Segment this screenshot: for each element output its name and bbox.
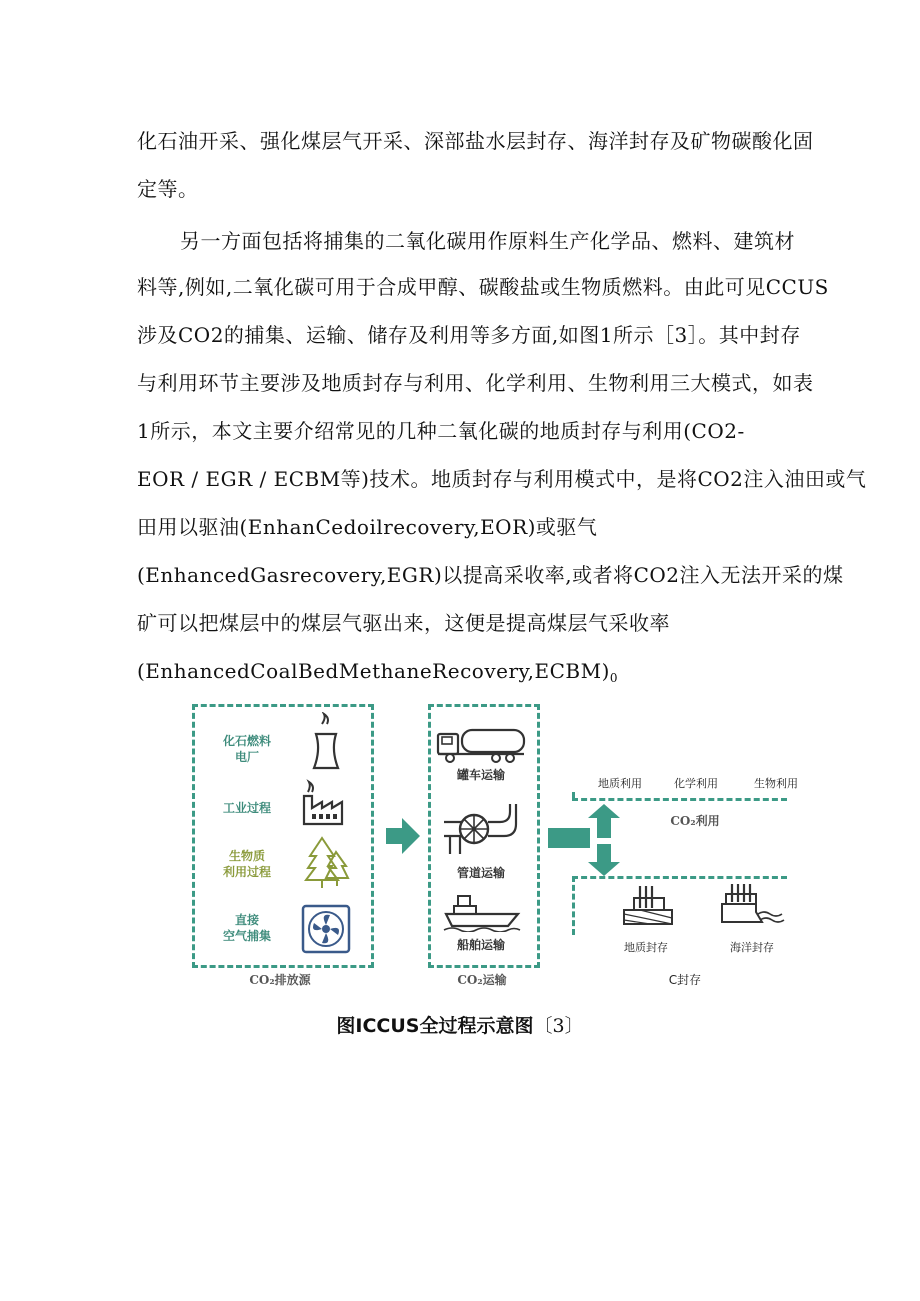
text-line-12-main: (EnhancedCoalBedMethaneRecovery,ECBM): [137, 659, 610, 683]
source-label-biomass: [212, 848, 282, 880]
source-label-fossil: [212, 733, 282, 765]
text-line-4: 料等,例如,二氧化碳可用于合成甲醇、碳酸盐或生物质燃料。由此可见CCUS: [137, 275, 829, 299]
fan-icon: [300, 903, 352, 955]
figure-caption: [0, 1011, 920, 1038]
ship-icon: [442, 892, 522, 932]
source-fossil-line1: 化石燃料: [222, 734, 271, 748]
text-line-5: 涉及CO2的捕集、运输、储存及利用等多方面,如图1所示［3］。其中封存: [137, 323, 801, 347]
text-line-11: 矿可以把煤层中的煤层气驱出来，这便是提高煤层气采收率: [137, 611, 670, 635]
storage-title: C封存: [668, 973, 702, 987]
source-label-dac: [212, 912, 282, 944]
tanker-truck-icon: [434, 722, 528, 764]
source-biomass-line2: 利用过程: [222, 865, 271, 879]
source-fossil-line2: 电厂: [234, 750, 259, 764]
text-line-12-sub: 0: [609, 671, 619, 685]
sources-title: CO₂排放源: [249, 973, 311, 987]
transport-label-ship: 船舶运输: [456, 938, 505, 952]
text-line-6: 与利用环节主要涉及地质封存与利用、化学利用、生物利用三大模式，如表: [137, 371, 814, 395]
utilization-panel: [572, 792, 787, 801]
caption-main: 图ICCUS全过程示意图: [336, 1015, 534, 1037]
connector-bar: [548, 828, 590, 848]
source-dac-line2: 空气捕集: [222, 929, 271, 943]
source-label-industry: 工业过程: [222, 801, 271, 815]
ocean-storage-icon: [718, 882, 788, 932]
util-label-bio: 生物利用: [754, 777, 798, 790]
text-line-9: 田用以驱油(EnhanCedoilrecovery,EOR)或驱气: [137, 515, 598, 539]
split-arrow-icon: [586, 804, 622, 876]
transport-title: CO₂运输: [457, 973, 507, 987]
text-line-12: [137, 658, 618, 691]
util-label-chem: 化学利用: [674, 777, 718, 790]
transport-label-pipeline: 管道运输: [456, 866, 505, 880]
source-dac-line1: 直接: [234, 913, 259, 927]
storage-label-ocean: 海洋封存: [730, 941, 774, 954]
cooling-tower-icon: [306, 712, 346, 770]
text-line-10: (EnhancedGasrecovery,EGR)以提高采收率,或者将CO2注入无法开采的煤: [137, 563, 844, 587]
util-label-geo: 地质利用: [598, 777, 642, 790]
text-line-2: 定等。: [137, 177, 199, 201]
text-line-7: 1所示，本文主要介绍常见的几种二氧化碳的地质封存与利用(CO2-: [137, 419, 745, 443]
utilization-title: CO₂利用: [670, 814, 720, 828]
arrow-right-icon: [386, 818, 420, 854]
source-biomass-line1: 生物质: [228, 849, 265, 863]
text-line-8: EOR / EGR / ECBM等)技术。地质封存与利用模式中，是将CO2注入油田或气: [137, 467, 867, 491]
storage-label-geo: 地质封存: [624, 941, 668, 954]
factory-icon: [298, 778, 348, 828]
caption-ref: 〔3〕: [533, 1015, 584, 1037]
transport-label-truck: 罐车运输: [456, 768, 505, 782]
text-line-1: 化石油开采、强化煤层气开采、深部盐水层封存、海洋封存及矿物碳酸化固: [137, 129, 814, 153]
text-line-3: 另一方面包括将捕集的二氧化碳用作原料生产化学品、燃料、建筑材: [180, 229, 795, 253]
pipeline-icon: [440, 800, 520, 858]
geological-storage-icon: [620, 884, 674, 932]
tree-icon: [304, 834, 350, 890]
